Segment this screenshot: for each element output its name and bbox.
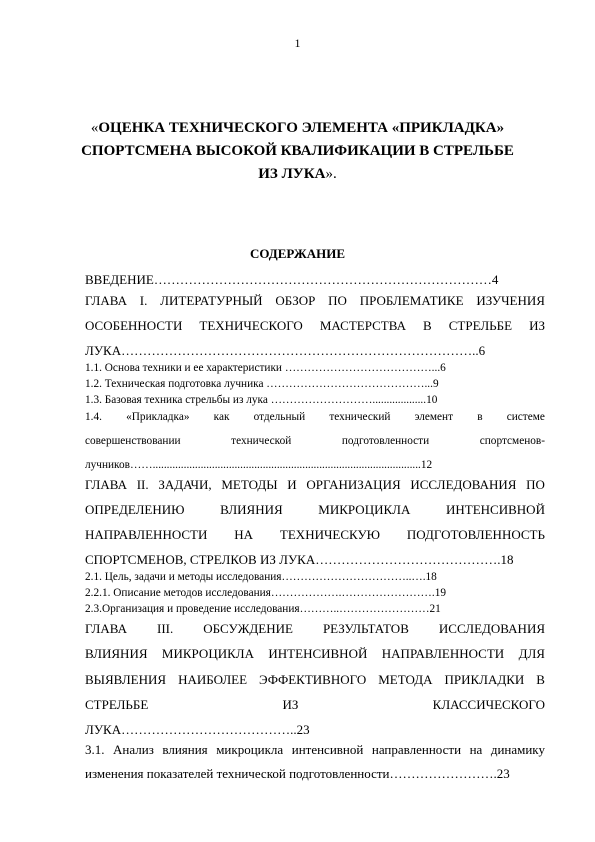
toc-page-number: 23: [496, 766, 510, 781]
toc-word: ГЛАВА: [85, 293, 127, 308]
toc-page-number: 18: [500, 552, 514, 567]
toc-word: ЭФФЕКТИВНОГО: [259, 672, 367, 687]
toc-chapter-3-line-4[interactable]: [85, 697, 545, 713]
toc-word: Анализ: [113, 742, 154, 757]
toc-page-number: 18: [425, 571, 437, 583]
toc-word: динамику: [490, 742, 545, 757]
title-line-3: ИЗ ЛУКА: [258, 166, 326, 182]
toc-word: В: [536, 672, 545, 687]
toc-word: ЗАДАЧИ,: [158, 477, 212, 492]
toc-word: II.: [136, 477, 149, 492]
toc-word: ПО: [328, 293, 347, 308]
toc-word: В: [423, 318, 432, 333]
toc-word: ВЫЯВЛЕНИЯ: [85, 672, 167, 687]
toc-word: в: [477, 411, 483, 423]
toc-word: направленности: [371, 742, 462, 757]
toc-word: ИЗ: [529, 318, 545, 333]
toc-word: ПОДГОТОВЛЕННОСТЬ: [406, 527, 545, 542]
toc-word: 3.1.: [85, 742, 105, 757]
toc-chapter-2-line-4[interactable]: [85, 552, 545, 568]
toc-word: ТЕХНИЧЕСКУЮ: [279, 527, 381, 542]
toc-word: НАПРАВЛЕННОСТИ: [85, 527, 208, 542]
toc-section-2-1[interactable]: [85, 571, 545, 583]
toc-word: НАПРАВЛЕННОСТИ: [381, 646, 505, 661]
toc-section-1-4-line-2[interactable]: [85, 435, 545, 447]
toc-leader: ………………………………………………………………………..: [121, 343, 479, 358]
toc-word: ИССЛЕДОВАНИЯ: [438, 621, 545, 636]
toc-word: ВЛИЯНИЯ: [85, 646, 148, 661]
toc-word: ПРОБЛЕМАТИКЕ: [359, 293, 464, 308]
toc-leader: ……………………………..….: [281, 571, 426, 583]
toc-leader: …………………………………….: [315, 552, 501, 567]
toc-word: ГЛАВА: [85, 477, 127, 492]
toc-page-number: 10: [426, 394, 438, 406]
toc-section-1-4-line-3[interactable]: [85, 459, 545, 471]
toc-word: технический: [329, 411, 391, 423]
toc-section-1-1[interactable]: [85, 362, 545, 374]
toc-page-number: 4: [491, 272, 499, 287]
toc-word: системе: [506, 411, 545, 423]
toc-chapter-3-line-2[interactable]: [85, 646, 545, 662]
toc-word: как: [213, 411, 230, 423]
toc-word: ОБЗОР: [275, 293, 316, 308]
toc-leader: ……………….…………………….: [270, 587, 435, 599]
toc-word: ИНТЕНСИВНОЙ: [446, 502, 545, 517]
toc-word: РЕЗУЛЬТАТОВ: [322, 621, 409, 636]
toc-word: ОСОБЕННОСТИ: [85, 318, 183, 333]
toc-word: элемент: [414, 411, 454, 423]
toc-page-number: 6: [478, 343, 486, 358]
toc-entry-label: ВВЕДЕНИЕ: [85, 272, 154, 287]
toc-chapter-1-line-1[interactable]: [85, 293, 545, 309]
toc-entry-label: СПОРТСМЕНОВ, СТРЕЛКОВ ИЗ ЛУКА: [85, 552, 316, 567]
toc-page-number: 23: [296, 722, 310, 737]
toc-word: НАИБОЛЕЕ: [178, 672, 248, 687]
toc-word: И: [287, 477, 297, 492]
toc-section-3-1-line-1[interactable]: [85, 742, 545, 758]
toc-page-number: 6: [440, 362, 446, 374]
toc-entry-label: 2.1. Цель, задачи и методы исследования: [85, 571, 282, 583]
toc-word: СТРЕЛЬБЕ: [448, 318, 513, 333]
toc-word: МИКРОЦИКЛА: [318, 502, 411, 517]
toc-entry-label: ЛУКА: [85, 343, 122, 358]
toc-chapter-1-line-3[interactable]: [85, 343, 545, 359]
toc-leader: ……………………………………………………………………: [153, 272, 492, 287]
toc-word: совершенствовании: [85, 435, 181, 447]
toc-section-1-2[interactable]: [85, 378, 545, 390]
toc-chapter-3-line-1[interactable]: [85, 621, 545, 637]
title-line-2: СПОРТСМЕНА ВЫСОКОЙ КВАЛИФИКАЦИИ В СТРЕЛЬБЕ: [81, 143, 514, 159]
toc-chapter-1-line-2[interactable]: [85, 318, 545, 334]
toc-word: на: [469, 742, 483, 757]
toc-word: ОРГАНИЗАЦИЯ: [306, 477, 401, 492]
toc-word: МИКРОЦИКЛА: [161, 646, 254, 661]
toc-entry-label: 1.2. Техническая подготовка лучника: [85, 378, 267, 390]
toc-word: КЛАССИЧЕСКОГО: [432, 697, 545, 712]
toc-word: ИЗУЧЕНИЯ: [476, 293, 545, 308]
toc-word: отдельный: [253, 411, 306, 423]
toc-entry-label: 1.3. Базовая техника стрельбы из лука: [85, 394, 271, 406]
toc-word: ДЛЯ: [518, 646, 545, 661]
toc-chapter-2-line-3[interactable]: [85, 527, 545, 543]
toc-word: ПРИКЛАДКИ: [444, 672, 525, 687]
toc-entry-label: 2.2.1. Описание методов исследования: [85, 587, 271, 599]
toc-entry-label: ЛУКА: [85, 722, 122, 737]
toc-word: МАСТЕРСТВА: [319, 318, 406, 333]
toc-word: 1.4.: [85, 411, 102, 423]
toc-word: спортсменов-: [479, 435, 545, 447]
toc-word: МЕТОДЫ: [221, 477, 278, 492]
toc-page-number: 9: [432, 378, 439, 390]
toc-word: микроцикла: [216, 742, 284, 757]
toc-page-number: 19: [434, 587, 446, 599]
toc-leader: …………………………………...: [284, 362, 441, 374]
toc-leader: ……...............................................................................................: [129, 459, 421, 471]
toc-word: ОПРЕДЕЛЕНИЮ: [85, 502, 185, 517]
toc-entry-label: 1.1. Основа техники и ее характеристики: [85, 362, 285, 374]
toc-leader: …………………….: [389, 766, 497, 781]
toc-entry-label: лучников: [85, 459, 130, 471]
toc-word: технической: [231, 435, 292, 447]
toc-word: ИЗ: [282, 697, 299, 712]
toc-leader: ………..……………………: [299, 603, 430, 615]
toc-word: СТРЕЛЬБЕ: [85, 697, 149, 712]
toc-leader: ……………………………………...: [266, 378, 433, 390]
toc-entry-label: 2.3.Организация и проведение исследования: [85, 603, 300, 615]
toc-chapter-3-line-5[interactable]: [85, 722, 545, 738]
toc-word: ТЕХНИЧЕСКОГО: [199, 318, 303, 333]
toc-section-1-4-line-1[interactable]: [85, 411, 545, 423]
toc-word: «Прикладка»: [126, 411, 190, 423]
toc-section-2-2-1[interactable]: [85, 587, 545, 599]
page-number: 1: [294, 36, 301, 50]
toc-word: III.: [157, 621, 174, 636]
toc-word: ИНТЕНСИВНОЙ: [268, 646, 368, 661]
title-line-1: ОЦЕНКА ТЕХНИЧЕСКОГО ЭЛЕМЕНТА «ПРИКЛАДКА»: [98, 120, 505, 136]
toc-word: интенсивной: [291, 742, 364, 757]
toc-word: ПО: [526, 477, 545, 492]
toc-word: I.: [139, 293, 148, 308]
toc-word: МЕТОДА: [378, 672, 433, 687]
toc-word: ЛИТЕРАТУРНЫЙ: [160, 293, 263, 308]
toc-section-2-3[interactable]: [85, 603, 545, 615]
toc-leader: …………………………………..: [121, 722, 297, 737]
toc-word: ВЛИЯНИЯ: [220, 502, 283, 517]
toc-word: НА: [234, 527, 254, 542]
toc-entry-introduction[interactable]: [85, 272, 545, 288]
toc-heading: СОДЕРЖАНИЕ: [249, 246, 346, 261]
title-open-quote: «: [90, 120, 99, 136]
toc-word: ИССЛЕДОВАНИЯ: [410, 477, 517, 492]
toc-word: ГЛАВА: [85, 621, 127, 636]
toc-chapter-2-line-2[interactable]: [85, 502, 545, 518]
toc-section-1-3[interactable]: [85, 394, 545, 406]
toc-chapter-2-line-1[interactable]: [85, 477, 545, 493]
toc-entry-label: изменения показателей технической подготовленности: [85, 766, 390, 781]
toc-section-3-1-line-2[interactable]: [85, 766, 545, 782]
toc-chapter-3-line-3[interactable]: [85, 672, 545, 688]
toc-page-number: 12: [420, 459, 433, 471]
toc-page-number: 21: [429, 603, 441, 615]
toc-word: ОБСУЖДЕНИЕ: [203, 621, 293, 636]
toc-leader: ………………………...................: [270, 394, 427, 406]
title-close: ».: [325, 166, 337, 182]
toc-word: влияния: [162, 742, 208, 757]
document-title: [60, 117, 535, 186]
toc-word: подготовленности: [341, 435, 430, 447]
